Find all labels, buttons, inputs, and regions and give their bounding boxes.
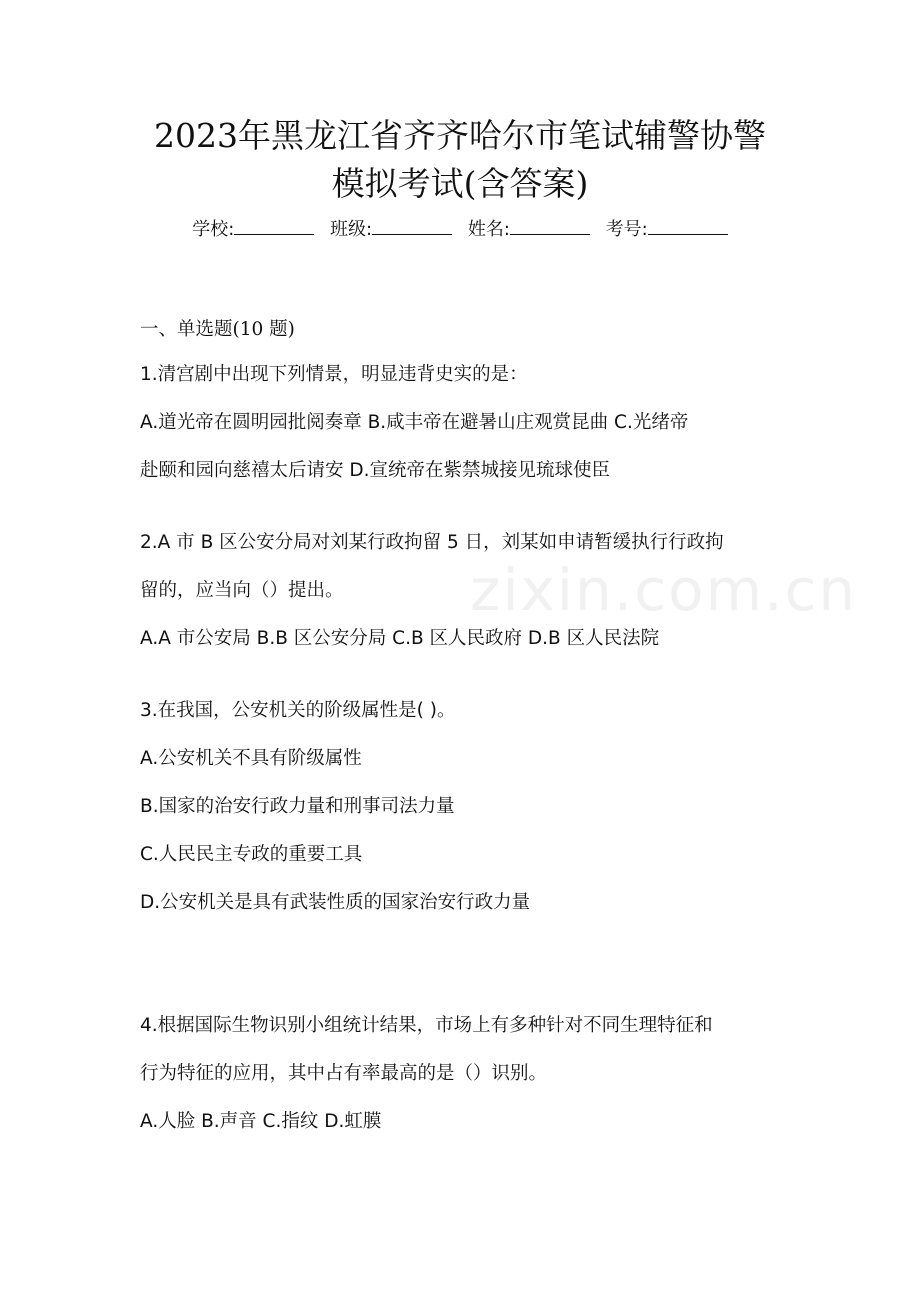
question-3-option-a: A.公安机关不具有阶级属性: [140, 748, 362, 769]
school-blank: [234, 216, 314, 235]
question-4-stem-line-1: 4.根据国际生物识别小组统计结果，市场上有多种针对不同生理特征和: [140, 1015, 713, 1036]
question-1-stem: 1.清宫剧中出现下列情景，明显违背史实的是：: [140, 364, 528, 385]
section-heading: 一、单选题(10 题): [140, 319, 295, 340]
question-4-options: A.人脸 B.声音 C.指纹 D.虹膜: [140, 1111, 382, 1132]
number-field: [606, 216, 728, 244]
class-label: 班级:: [330, 219, 373, 240]
question-1-options-line-2: 赴颐和园向慈禧太后请安 D.宣统帝在紫禁城接见琉球使臣: [140, 460, 611, 481]
question-2-options: A.A 市公安局 B.B 区公安分局 C.B 区人民政府 D.B 区人民法院: [140, 628, 660, 649]
question-1-options-line-1: A.道光帝在圆明园批阅奏章 B.咸丰帝在避暑山庄观赏昆曲 C.光绪帝: [140, 412, 689, 433]
name-label: 姓名:: [467, 219, 510, 240]
school-label: 学校:: [192, 219, 235, 240]
number-blank: [648, 216, 728, 235]
question-3-option-d: D.公安机关是具有武装性质的国家治安行政力量: [140, 892, 531, 913]
name-blank: [510, 216, 590, 235]
class-field: [330, 216, 452, 244]
student-info-row: [0, 216, 920, 244]
question-2-stem-line-1: 2.A 市 B 区公安分局对刘某行政拘留 5 日，刘某如申请暂缓执行行政拘: [140, 532, 724, 553]
question-2-stem-line-2: 留的，应当向（）提出。: [140, 580, 344, 601]
class-blank: [372, 216, 452, 235]
watermark: zixin.com.cn: [470, 556, 858, 624]
question-4-stem-line-2: 行为特征的应用，其中占有率最高的是（）识别。: [140, 1063, 548, 1084]
school-field: [192, 216, 314, 244]
name-field: [468, 216, 590, 244]
document-title-line-1: 2023年黑龙江省齐齐哈尔市笔试辅警协警: [154, 116, 766, 155]
document-title-line-2: 模拟考试(含答案): [331, 164, 589, 203]
question-3-option-b: B.国家的治安行政力量和刑事司法力量: [140, 796, 455, 817]
question-3-stem: 3.在我国，公安机关的阶级属性是( )。: [140, 700, 456, 721]
question-3-option-c: C.人民民主专政的重要工具: [140, 844, 363, 865]
number-label: 考号:: [605, 219, 648, 240]
